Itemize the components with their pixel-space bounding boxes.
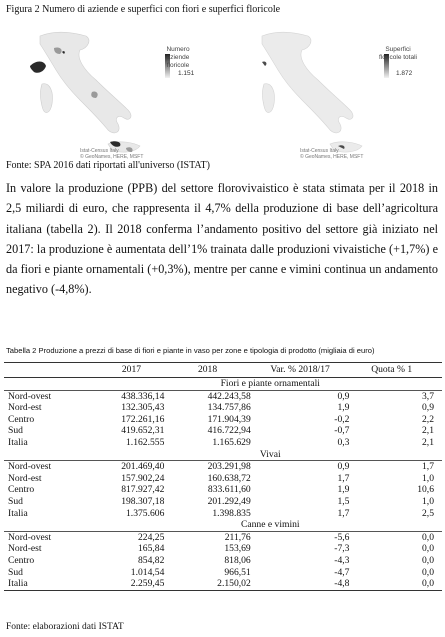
table-cell: 2,1 [422,436,434,448]
table-cell: 1,7 [337,472,350,484]
table-cell: 1,0 [422,495,434,507]
table-row [4,437,442,449]
table-row [4,578,442,590]
table-cell: 438.336,14 [121,390,165,402]
table-cell: 0,0 [422,554,434,566]
map-italy-surfaces [262,32,362,152]
body-paragraph: In valore la produzione (PPB) del settore florovivaistico è stata stimata per il 2018 in 2,5 miliardi di euro, che rappresenta il 4,7% della produzione di base dell’agricoltura italiana (tabella 2). Il 2018 conferma l’andamento positivo del settore già iniziato nel 2017: la produzione è aumentata dell’1% trainata dalle produzioni vivaistiche (+1,7%) e da fiori e piante ornamentali (+0,3%), mentre per canne e vimini continua un andamento negativo (-4,8%). [6,181,438,297]
table-cell: 1,0 [422,472,434,484]
table-cell: 2.259,45 [99,578,165,590]
table-row [4,496,442,508]
table-cell: 224,25 [137,531,165,543]
table-row [4,390,442,402]
table-cell: -7,3 [334,543,350,555]
row-label: Nord-ovest [8,461,52,473]
header-cell: Quota % 1 [349,363,442,378]
table-cell: 153,69 [224,543,251,555]
table-cell: 416.722,94 [207,425,251,437]
table-cell: 2,1 [422,425,434,437]
table-row [4,425,442,437]
table-cell: 201.292,49 [207,495,251,507]
header-cell: 2018 [164,363,250,378]
table-cell: 0,9 [337,390,350,402]
header-cell [4,363,99,378]
table-cell: 132.305,43 [121,402,165,414]
table-cell: 2.150,02 [164,578,250,590]
legend-title-right: Superfici floricole totali [379,46,417,61]
table-cell: 198.307,18 [121,495,165,507]
legend-title-left: Numero aziende floricole [166,46,190,69]
table-cell: 1.162.555 [126,436,165,448]
table-cell: 211,76 [224,531,251,543]
table-cell: 854,82 [137,554,165,566]
table-cell: 0,0 [349,578,442,590]
figure-title: Figura 2 Numero di aziende e superfici con fiori e superfici floricole [6,4,281,15]
table-cell: 442.243,58 [207,390,251,402]
table-cell: 0,0 [422,566,434,578]
table-cell: 203.291,98 [207,461,251,473]
table-cell: -4,7 [334,566,350,578]
table-cell: 165,84 [137,543,165,555]
row-label: Sud [8,566,23,578]
table-cell: 1.375.606 [126,507,165,519]
table-cell: 201.469,40 [121,461,165,473]
table-row [4,543,442,555]
row-label: Centro [8,484,35,496]
row-label: Centro [8,413,35,425]
table-cell: -5,6 [334,531,350,543]
table-cell: 966,51 [224,566,251,578]
table-cell: 817.927,42 [121,484,165,496]
table-cell: 0,9 [337,461,350,473]
table-cell: 1.014,54 [130,566,165,578]
table-row [4,473,442,485]
table-source: Fonte: elaborazioni dati ISTAT [6,622,124,632]
row-label: Sud [8,495,23,507]
table-cell: -0,2 [334,413,350,425]
table-cell: -0,7 [334,425,350,437]
table-row [4,555,442,567]
map-credit-left: Istat-Census Italy © GeoNames, HERE, MSFT [80,148,144,160]
table-cell: -4,8 [251,578,350,590]
table-cell: 833.611,60 [207,484,251,496]
table-row [4,461,442,473]
table-cell: 1,5 [337,495,350,507]
row-label: Italia [8,436,28,448]
table-cell: 10,6 [417,484,434,496]
table-row [4,484,442,496]
table-cell: 1,7 [337,507,350,519]
table-cell: 171.904,39 [207,413,251,425]
map-credit-right: Istat-Census Italy © GeoNames, HERE, MSFT [300,148,364,160]
header-cell: Var. % 2018/17 [251,363,350,378]
table-row [4,414,442,426]
table-row [4,531,442,543]
table-cell: -4,3 [334,554,350,566]
table-row [4,508,442,520]
table-cell: 1,9 [337,402,350,414]
legend-max-left: 1.151 [178,70,195,77]
row-label: Sud [8,425,23,437]
table-header-row [4,363,442,378]
row-label: Centro [8,554,35,566]
figure-source: Fonte: SPA 2016 dati riportati all'universo (ISTAT) [6,160,210,171]
header-cell: 2017 [99,363,165,378]
table-cell: 3,7 [422,390,434,402]
table-cell: 2,5 [422,507,434,519]
section-title: Canne e vimini [99,519,442,531]
section-title: Vivai [99,449,442,461]
table-cell: 0,9 [422,402,434,414]
section-header-row [4,378,442,391]
table-title: Tabella 2 Produzione a prezzi di base di fiori e piante in vaso per zone e tipologia di prodotto (migliaia di euro) [6,346,375,355]
table-cell: 134.757,86 [207,402,251,414]
row-label: Italia [4,578,99,590]
section-header-row [4,519,442,531]
row-label: Italia [8,507,28,519]
table-cell: 157.902,24 [121,472,165,484]
table-cell: 0,0 [422,543,434,555]
table-cell: 160.638,72 [207,472,251,484]
table-cell: 0,3 [337,436,350,448]
table-cell: 1,9 [337,484,350,496]
section-title: Fiori e piante ornamentali [99,378,442,391]
row-label: Nord-est [8,472,42,484]
table-cell: 172.261,16 [121,413,165,425]
table-cell: 419.652,31 [121,425,165,437]
production-table [4,362,442,591]
row-label: Nord-est [8,402,42,414]
table-cell: 2,2 [422,413,434,425]
legend-max-right: 1.872 [396,70,413,77]
table-cell: 0,0 [422,531,434,543]
section-header-row [4,449,442,461]
row-label: Nord-ovest [8,531,52,543]
row-label: Nord-ovest [8,390,52,402]
table-row [4,402,442,414]
row-label: Nord-est [8,543,42,555]
table-cell: 818,06 [224,554,251,566]
table-cell: 1.165.629 [212,436,251,448]
table-cell: 1,7 [422,461,434,473]
table-cell: 1.398.835 [212,507,251,519]
table-row [4,567,442,579]
figure-maps [0,18,445,168]
